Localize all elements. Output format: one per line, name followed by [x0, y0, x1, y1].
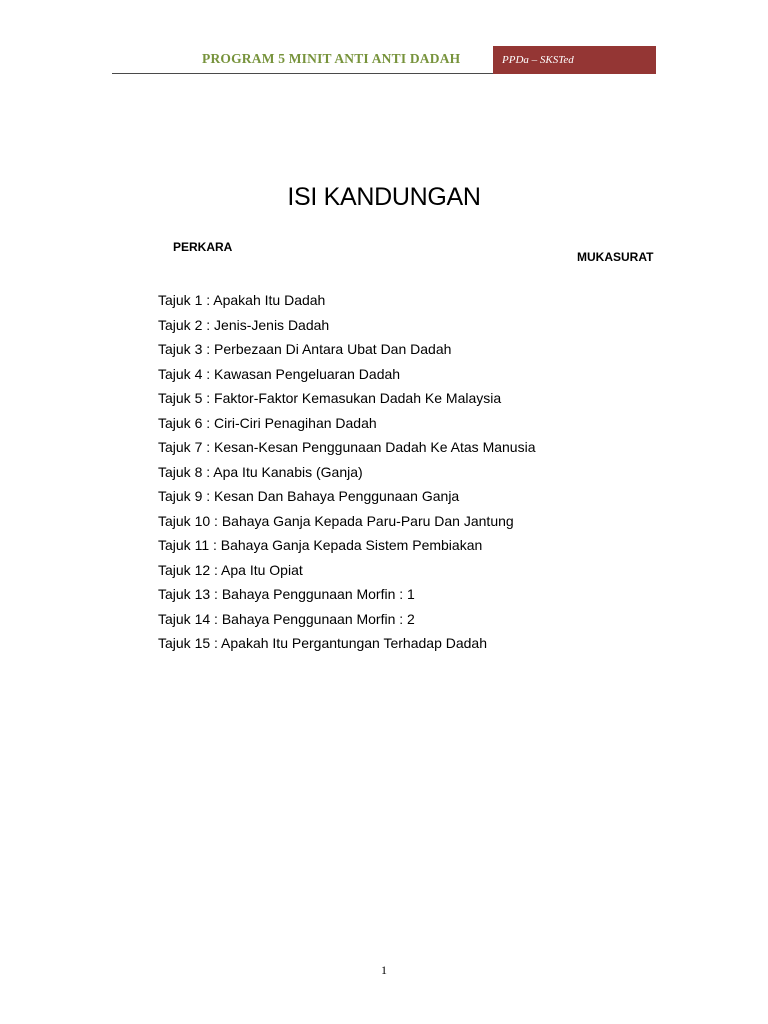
toc-item: Tajuk 14 : Bahaya Penggunaan Morfin : 2 [158, 610, 415, 627]
page-number: 1 [381, 963, 387, 977]
toc-item: Tajuk 1 : Apakah Itu Dadah [158, 292, 326, 308]
toc-item: Tajuk 7 : Kesan-Kesan Penggunaan Dadah Ke Atas Manusia [158, 439, 536, 455]
toc-item: Tajuk 10 : Bahaya Ganja Kepada Paru-Paru Dan Jantung [158, 512, 514, 529]
toc-item: Tajuk 9 : Kesan Dan Bahaya Penggunaan Ganja [158, 488, 460, 504]
column-heading-perkara: PERKARA [173, 240, 233, 254]
toc-item: Tajuk 4 : Kawasan Pengeluaran Dadah [158, 365, 401, 382]
toc-item: Tajuk 2 : Jenis-Jenis Dadah [158, 316, 330, 333]
toc-item: Tajuk 3 : Perbezaan Di Antara Ubat Dan Dadah [158, 341, 452, 357]
toc-item: Tajuk 5 : Faktor-Faktor Kemasukan Dadah Ke Malaysia [158, 390, 502, 406]
page-title: ISI KANDUNGAN [287, 183, 481, 211]
toc-item: Tajuk 6 : Ciri-Ciri Penagihan Dadah [158, 414, 377, 431]
header-title: PROGRAM 5 MINIT ANTI ANTI DADAH [202, 51, 461, 66]
toc-item: Tajuk 12 : Apa Itu Opiat [158, 561, 303, 578]
toc-item: Tajuk 15 : Apakah Itu Pergantungan Terhadap Dadah [158, 635, 487, 651]
toc-item: Tajuk 13 : Bahaya Penggunaan Morfin : 1 [158, 586, 415, 602]
column-heading-mukasurat: MUKASURAT [577, 250, 654, 264]
toc-item: Tajuk 11 : Bahaya Ganja Kepada Sistem Pembiakan [158, 537, 483, 553]
toc-item: Tajuk 8 : Apa Itu Kanabis (Ganja) [158, 463, 363, 480]
header-tag: PPDa – SKSTed [493, 46, 656, 74]
header-divider [112, 73, 493, 74]
table-of-contents [158, 290, 535, 658]
